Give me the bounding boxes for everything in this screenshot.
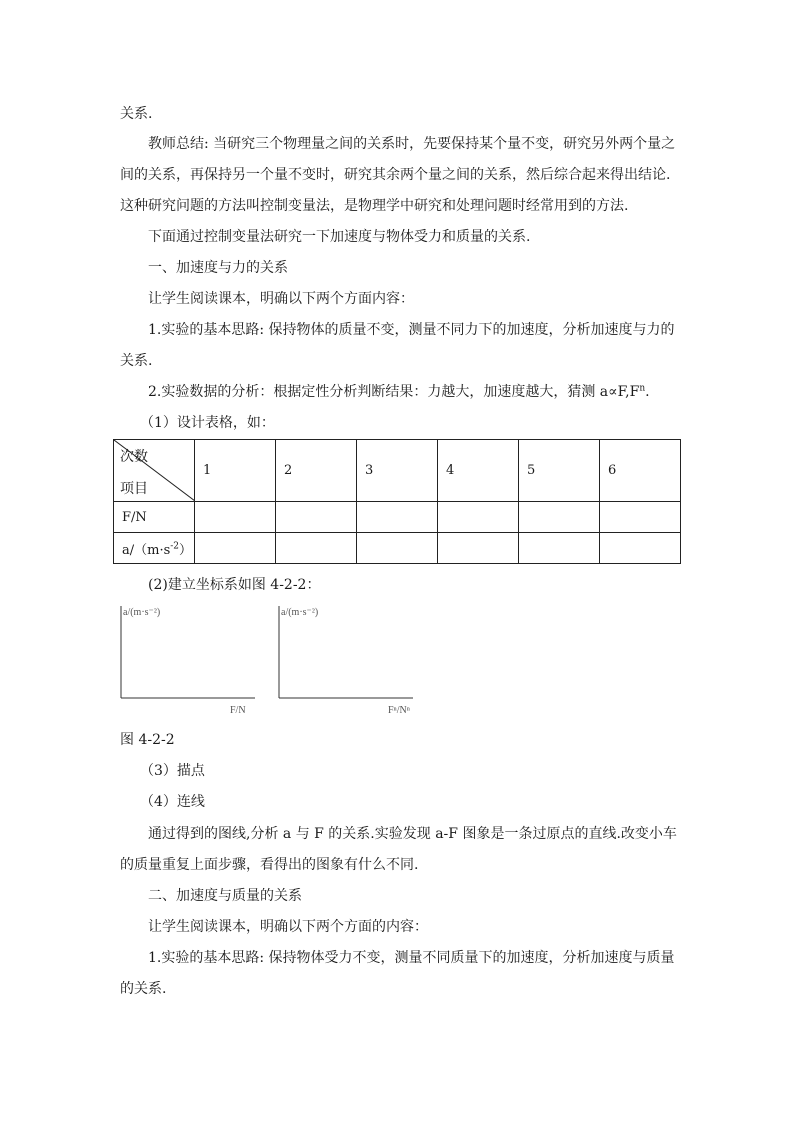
data-analysis-superscript: n	[639, 383, 646, 394]
column-header: 4	[438, 440, 519, 502]
data-analysis-line	[148, 382, 650, 402]
x-axis-label: Fⁿ/Nⁿ	[388, 705, 410, 716]
teacher-summary-line-2: 间的关系，再保持另一个量不变时，研究其余两个量之间的关系，然后综合起来得出结论.	[120, 167, 671, 183]
data-analysis-text: 2.实验数据的分析：根据定性分析判断结果：力越大，加速度越大，猜测 a∝F,F	[148, 384, 640, 400]
analysis-line-2: 的质量重复上面步骤，看得出的图象有什么不同.	[120, 857, 419, 873]
table-cell	[195, 533, 276, 564]
x-axis-label: F/N	[230, 705, 246, 716]
analysis-line-1: 通过得到的图线,分析 a 与 F 的关系.实验发现 a-F 图象是一条过原点的直线.改变小车	[148, 826, 677, 842]
graph-a-vs-f	[115, 600, 265, 720]
column-header: 1	[195, 440, 276, 502]
graph-a-vs-fn	[273, 600, 423, 720]
table-cell	[357, 533, 438, 564]
table-cell	[438, 502, 519, 533]
row-label-acceleration-superscript: -2	[170, 541, 180, 552]
table-cell	[438, 533, 519, 564]
reading-instruction-2: 让学生阅读课本，明确以下两个方面的内容：	[148, 919, 428, 935]
step-plot-points: （3）描点	[140, 763, 205, 779]
table-row	[114, 533, 681, 564]
column-header: 6	[600, 440, 681, 502]
basic-idea-line-1: 1.实验的基本思路: 保持物体的质量不变，测量不同力下的加速度，分析加速度与力的	[148, 322, 675, 338]
table-cell	[519, 533, 600, 564]
y-axis-label: a/(m·s⁻²)	[123, 607, 161, 618]
row-label-acceleration	[114, 533, 195, 564]
table-corner-cell	[114, 440, 195, 502]
y-axis-label: a/(m·s⁻²)	[281, 607, 319, 618]
section-heading-1: 一、加速度与力的关系	[148, 260, 288, 276]
section-heading-2: 二、加速度与质量的关系	[148, 888, 302, 904]
column-header: 3	[357, 440, 438, 502]
reading-instruction-1: 让学生阅读课本，明确以下两个方面内容：	[148, 291, 414, 307]
data-analysis-period: .	[645, 384, 650, 400]
table-header-row	[114, 440, 681, 502]
step-connect-line: （4）连线	[140, 794, 205, 810]
row-label-acceleration-end: ）	[179, 542, 193, 558]
table-cell	[276, 502, 357, 533]
table-row	[114, 502, 681, 533]
paragraph-continuation: 关系.	[120, 106, 153, 122]
column-header: 5	[519, 440, 600, 502]
table-cell	[519, 502, 600, 533]
intro-line: 下面通过控制变量法研究一下加速度与物体受力和质量的关系.	[148, 229, 531, 245]
row-label-force: F/N	[114, 502, 195, 533]
data-table	[113, 439, 681, 564]
basic-idea-2-line-2: 的关系.	[120, 981, 167, 997]
table-cell	[600, 533, 681, 564]
table-cell	[357, 502, 438, 533]
table-cell	[276, 533, 357, 564]
corner-label-item: 项目	[120, 481, 148, 497]
teacher-summary-line-3: 这种研究问题的方法叫控制变量法，是物理学中研究和处理问题时经常用到的方法.	[120, 198, 629, 214]
corner-label-count: 次数	[120, 449, 148, 465]
table-cell	[600, 502, 681, 533]
design-table-line: （1）设计表格，如：	[140, 415, 275, 431]
figure-caption: 图 4-2-2	[120, 732, 175, 748]
coordinate-system-line: (2)建立坐标系如图 4-2-2：	[148, 577, 321, 593]
column-header: 2	[276, 440, 357, 502]
row-label-acceleration-text: a/（m·s	[122, 542, 171, 558]
basic-idea-2-line-1: 1.实验的基本思路: 保持物体受力不变，测量不同质量下的加速度，分析加速度与质量	[148, 950, 675, 966]
basic-idea-line-2: 关系.	[120, 353, 153, 369]
teacher-summary-line-1: 教师总结: 当研究三个物理量之间的关系时，先要保持某个量不变，研究另外两个量之	[148, 136, 676, 152]
table-cell	[195, 502, 276, 533]
